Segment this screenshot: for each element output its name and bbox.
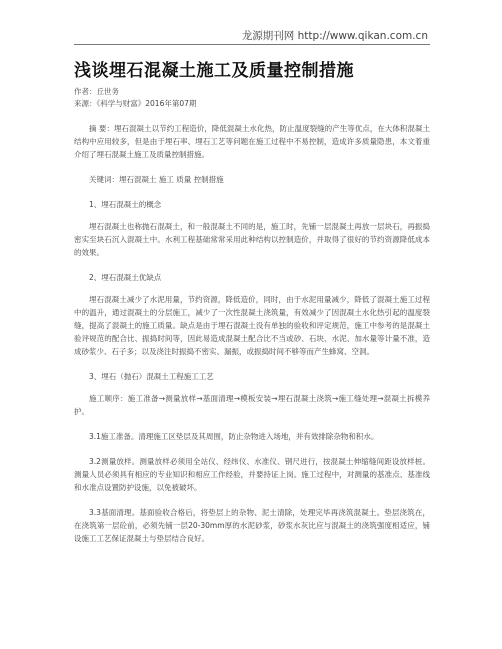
section-heading-2: 2、埋石混凝土优缺点 [89,273,162,282]
article-source: 来源：《科学与财富》2016年第07期 [74,99,197,108]
article-author: 作者：丘世务 [74,87,119,96]
section-body-2: 埋石混凝土减少了水泥用量，节约资源，降低造价，同时，由于水泥用量减少，降低了混凝土施工过程中的温升，通过混凝土的分层施工，减少了一次性混凝土浇筑量，有效减少了因混凝土水化热引起的温度裂缝，提高了混凝土的施工质量。缺点是由于埋石混凝土没有单独的验收和评定规范，施工中参考的是混凝土验评规范的配合比、振捣时间等，因此易造成混凝土配合比不当或砂、石块、水泥、加水量等计量不准，造成砂浆少、石子多；以及浇注时振捣不密实、漏振，或振捣时间不够等而产生蜂窝、空洞。 [74,295,430,356]
subsection-3-1: 3.1施工准备。清理施工区垫层及其周围，防止杂物进入场地，并有效排除杂物和积水。 [89,432,379,441]
article-title: 浅谈埋石混凝土施工及质量控制措施 [74,61,354,81]
section-body-3: 施工顺序：施工准备→测量放样→基面清理→模板安装→埋石混凝土浇筑→施工缝处理→混凝土拆模养护。 [74,394,430,416]
keywords: 关键词：埋石混凝土 施工 质量 控制措施 [89,175,224,184]
section-body-1: 埋石混凝土也称抛石混凝土，和一般混凝土不同的是，施工时，先铺一层混凝土再放一层块石，再振捣密实至块石沉入混凝土中。水利工程基础常常采用此种结构以控制造价，并取得了很好的节约资源降低成本的效果。 [74,222,430,257]
section-heading-1: 1、埋石混凝土的概念 [89,200,162,209]
site-header: 龙源期刊网 http://www.qikan.com.cn [241,30,428,42]
header-divider [74,44,430,45]
subsection-3-2: 3.2测量放样。测量放样必须用全站仪、经纬仪、水准仪、钢尺进行，按混凝土伸缩缝间距设放样桩。测量人员必须具有相应的专业知识和相应工作经验，并要持证上岗。施工过程中，对测量的基准点、基准线和水准点设置防护设施，以免被破坏。 [74,457,430,492]
article [74,56,430,545]
abstract: 摘 要：埋石混凝土以节约工程造价，降低混凝土水化热，防止温度裂缝的产生等优点，在大体积混凝土结构中应用较多，但是由于埋石率、埋石工艺等问题在施工过程中不易控制，造成许多质量隐患，本文着重介绍了埋石混凝土施工及质量控制措施。 [74,124,430,159]
subsection-3-3: 3.3基面清理。基面验收合格后，将垫层上的杂物、泥土清除，处理完毕再浇筑混凝土。垫层浇筑在，在浇筑第一层砼前，必须先铺一层20-30mm厚的水泥砂浆，砂浆水灰比应与混凝土的浇筑强度相适应，铺设施工工艺保证混凝土与垫层结合良好。 [74,508,430,543]
section-heading-3: 3、埋石（抛石）混凝土工程施工工艺 [89,372,214,381]
